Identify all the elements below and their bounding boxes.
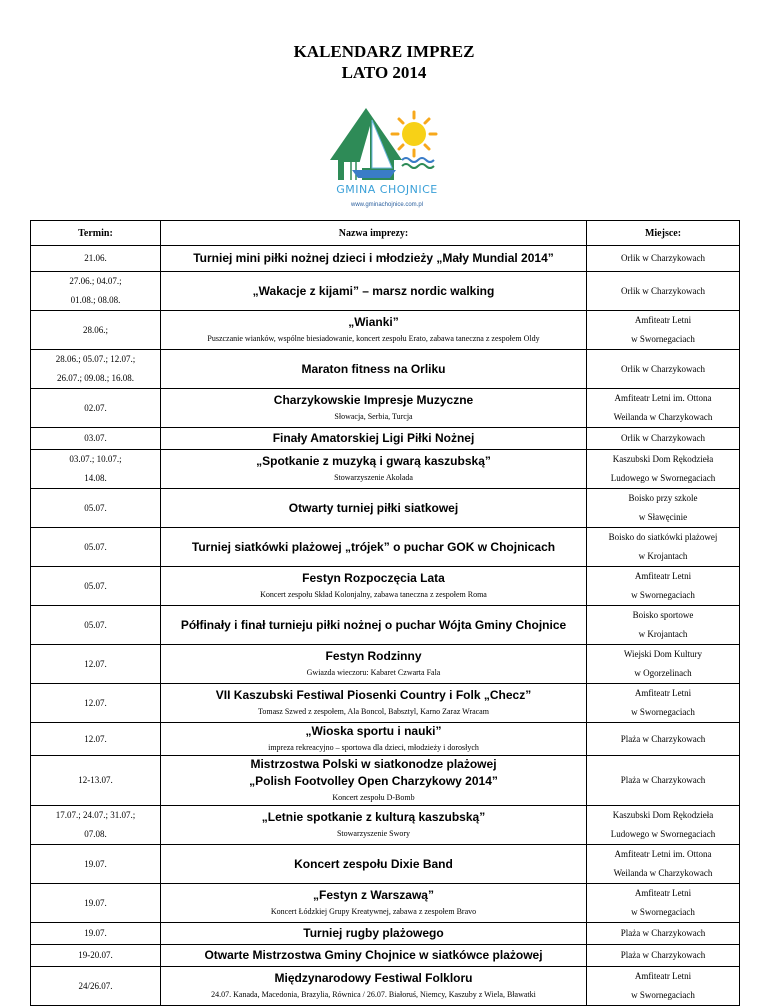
event-place-line: Amfiteatr Letni <box>634 571 692 581</box>
table-row <box>31 528 740 567</box>
event-place-line: Orlik w Charzykowach <box>621 363 705 374</box>
event-place-line: Kaszubski Dom Rękodzieła <box>612 454 714 464</box>
event-cell <box>161 845 587 884</box>
header-place: Miejsce: <box>587 221 740 246</box>
event-place-line: Boisko sportowe <box>632 610 694 620</box>
event-date-line: 12-13.07. <box>78 775 113 785</box>
event-date-line: 21.06. <box>84 253 107 263</box>
header-event: Nazwa imprezy: <box>161 221 587 246</box>
event-place-line: Plaża w Charzykowach <box>620 733 706 744</box>
event-place <box>587 350 740 389</box>
event-place <box>587 567 740 606</box>
event-date-line: 07.08. <box>84 829 107 839</box>
gmina-chojnice-logo <box>322 98 452 218</box>
event-place-line: Plaża w Charzykowach <box>620 928 706 938</box>
event-name: Półfinały i finał turnieju piłki nożnej o puchar Wójta Gminy Chojnice <box>180 617 567 632</box>
event-name: Koncert zespołu Dixie Band <box>294 856 453 871</box>
event-date-line: 01.08.; 08.08. <box>70 295 121 305</box>
event-place <box>587 923 740 945</box>
event-place-line: Orlik w Charzykowach <box>621 285 705 296</box>
event-description: 24.07. Kanada, Macedonia, Brazylia, Równica / 26.07. Białoruś, Niemcy, Kaszuby z Wiela, Bławatki <box>211 990 536 999</box>
event-cell <box>161 967 587 1006</box>
event-date <box>31 923 161 945</box>
logo-url: www.gminachojnice.com.pl <box>350 202 424 208</box>
event-cell <box>161 945 587 967</box>
event-place-line: Orlik w Charzykowach <box>621 433 705 443</box>
event-date <box>31 756 161 806</box>
table-row <box>31 845 740 884</box>
event-name: Międzynarodowy Festiwal Folkloru <box>274 971 473 985</box>
event-cell <box>161 272 587 311</box>
event-place <box>587 723 740 756</box>
event-place <box>587 645 740 684</box>
event-cell <box>161 723 587 756</box>
event-place <box>587 450 740 489</box>
event-description: Tomasz Szwed z zespołem, Ala Boncol, Babsztyl, Karno Zaraz Wracam <box>258 707 489 716</box>
table-row <box>31 723 740 756</box>
table-row <box>31 389 740 428</box>
event-place-line: Plaża w Charzykowach <box>620 775 706 785</box>
table-row <box>31 923 740 945</box>
event-name: Otwarty turniej piłki siatkowej <box>288 500 459 515</box>
event-place <box>587 489 740 528</box>
event-place <box>587 967 740 1006</box>
event-name: Otwarte Mistrzostwa Gminy Chojnice w siatkówce plażowej <box>204 948 543 962</box>
event-date-line: 05.07. <box>84 502 107 513</box>
event-place <box>587 756 740 806</box>
event-description: Stowarzyszenie Akolada <box>334 473 413 482</box>
event-date-line: 28.06.; <box>82 324 108 335</box>
event-name: Turniej siatkówki plażowej „trójek” o puchar GOK w Chojnicach <box>191 539 556 554</box>
event-date <box>31 606 161 645</box>
table-row <box>31 756 740 806</box>
event-name: Turniej mini piłki nożnej dzieci i młodzieży „Mały Mundial 2014” <box>193 251 554 265</box>
event-name: „Wioska sportu i nauki” <box>305 724 442 738</box>
event-place-line: Ludowego w Swornegaciach <box>610 473 716 483</box>
event-date <box>31 311 161 350</box>
event-cell <box>161 311 587 350</box>
table-row <box>31 272 740 311</box>
event-name: Charzykowskie Impresje Muzyczne <box>273 393 474 407</box>
header-date: Termin: <box>31 221 161 246</box>
event-name: „Letnie spotkanie z kulturą kaszubską” <box>261 810 486 824</box>
title-line-1: KALENDARZ IMPREZ <box>293 42 475 61</box>
event-date-line: 14.08. <box>84 473 107 483</box>
table-row <box>31 806 740 845</box>
event-cell <box>161 884 587 923</box>
event-cell <box>161 923 587 945</box>
event-place-line: w Swornegaciach <box>631 707 695 717</box>
event-place-line: w Swornegaciach <box>631 907 695 917</box>
event-cell <box>161 350 587 389</box>
event-date-line: 24/26.07. <box>78 980 113 991</box>
event-date <box>31 806 161 845</box>
event-description: Koncert Łódzkiej Grupy Kreatywnej, zabawa z zespołem Bravo <box>270 907 477 916</box>
event-cell <box>161 246 587 272</box>
event-cell <box>161 756 587 806</box>
table-row <box>31 884 740 923</box>
event-description: Gwiazda wieczoru: Kabaret Czwarta Fala <box>306 668 441 677</box>
table-row <box>31 311 740 350</box>
event-place <box>587 389 740 428</box>
event-place-line: Amfiteatr Letni <box>634 888 692 898</box>
event-name: Maraton fitness na Orliku <box>301 361 446 376</box>
event-place-line: Boisko przy szkole <box>628 493 698 503</box>
event-date-line: 05.07. <box>84 580 107 591</box>
event-place-line: Amfiteatr Letni im. Ottona <box>614 393 712 403</box>
event-place-line: Plaża w Charzykowach <box>620 950 706 960</box>
event-description: Stowarzyszenie Swory <box>336 829 411 838</box>
page-title <box>0 41 768 83</box>
event-place-line: Amfiteatr Letni <box>634 971 692 981</box>
table-row <box>31 645 740 684</box>
event-place <box>587 272 740 311</box>
event-cell <box>161 684 587 723</box>
event-date-line: 19.07. <box>84 897 107 908</box>
event-place-line: w Krojantach <box>638 551 688 561</box>
event-name: Mistrzostwa Polski w siatkonodze plażowej <box>250 757 497 771</box>
event-date-line: 28.06.; 05.07.; 12.07.; <box>55 354 136 364</box>
title-line-2: LATO 2014 <box>341 63 427 82</box>
event-place <box>587 806 740 845</box>
event-place <box>587 311 740 350</box>
event-cell <box>161 567 587 606</box>
event-place-line: w Krojantach <box>638 629 688 639</box>
event-date <box>31 967 161 1006</box>
event-place <box>587 845 740 884</box>
event-place-line: Orlik w Charzykowach <box>621 253 705 263</box>
event-cell <box>161 450 587 489</box>
event-date <box>31 528 161 567</box>
table-header-row <box>31 221 740 246</box>
event-cell <box>161 428 587 450</box>
event-date <box>31 389 161 428</box>
event-place <box>587 246 740 272</box>
event-place-line: Amfiteatr Letni im. Ottona <box>614 849 712 859</box>
event-date-line: 26.07.; 09.08.; 16.08. <box>56 373 134 383</box>
event-description: Słowacja, Serbia, Turcja <box>334 412 413 421</box>
table-row <box>31 567 740 606</box>
event-name: Festyn Rozpoczęcia Lata <box>302 571 445 585</box>
event-place-line: Kaszubski Dom Rękodzieła <box>612 810 714 820</box>
logo-text: GMINA CHOJNICE <box>336 183 438 196</box>
table-row <box>31 945 740 967</box>
event-date-line: 19-20.07. <box>78 950 113 960</box>
event-date <box>31 723 161 756</box>
event-place-line: w Swornegaciach <box>631 990 695 1000</box>
event-place <box>587 884 740 923</box>
event-date-line: 17.07.; 24.07.; 31.07.; <box>55 810 136 820</box>
event-place <box>587 606 740 645</box>
event-date <box>31 884 161 923</box>
event-cell <box>161 528 587 567</box>
event-date-line: 27.06.; 04.07.; <box>69 276 122 286</box>
event-description: Koncert zespołu Skład Kolonjalny, zabawa taneczna z zespołem Roma <box>260 590 487 599</box>
event-description: Koncert zespołu D-Bomb <box>332 793 415 802</box>
event-date <box>31 489 161 528</box>
event-cell <box>161 489 587 528</box>
event-place-line: Weilanda w Charzykowach <box>613 412 713 422</box>
table-row <box>31 246 740 272</box>
event-date-line: 05.07. <box>84 541 107 552</box>
event-name: Festyn Rodzinny <box>325 649 422 663</box>
event-date-line: 19.07. <box>84 858 107 869</box>
event-date <box>31 272 161 311</box>
event-date-line: 03.07.; 10.07.; <box>69 454 122 464</box>
event-place-line: w Ogorzelinach <box>634 668 692 678</box>
event-place-line: Amfiteatr Letni <box>634 315 692 325</box>
event-name: „Wianki” <box>348 315 399 329</box>
event-date-line: 19.07. <box>84 928 107 938</box>
event-date-line: 05.07. <box>84 619 107 630</box>
event-cell <box>161 389 587 428</box>
event-date <box>31 450 161 489</box>
event-place <box>587 428 740 450</box>
event-place-line: w Swornegaciach <box>631 590 695 600</box>
event-date <box>31 428 161 450</box>
event-name: „Wakacje z kijami” – marsz nordic walking <box>252 283 495 298</box>
event-place <box>587 945 740 967</box>
event-place-line: Amfiteatr Letni <box>634 688 692 698</box>
event-place <box>587 528 740 567</box>
event-place-line: w Sławęcinie <box>638 512 688 522</box>
table-row <box>31 428 740 450</box>
event-date <box>31 845 161 884</box>
event-place-line: Boisko do siatkówki plażowej <box>608 532 718 542</box>
table-row <box>31 450 740 489</box>
event-date-line: 12.07. <box>84 658 107 669</box>
event-name: „Spotkanie z muzyką i gwarą kaszubską” <box>256 454 491 468</box>
event-description: impreza rekreacyjno – sportowa dla dzieci, młodzieży i dorosłych <box>268 743 479 752</box>
events-table <box>30 220 740 1006</box>
event-date <box>31 246 161 272</box>
event-name: Finały Amatorskiej Ligi Piłki Nożnej <box>272 431 475 445</box>
table-row <box>31 489 740 528</box>
event-name: „Polish Footvolley Open Charzykowy 2014” <box>249 774 498 788</box>
table-row <box>31 350 740 389</box>
event-place-line: Ludowego w Swornegaciach <box>610 829 716 839</box>
event-name: VII Kaszubski Festiwal Piosenki Country i Folk „Checz” <box>215 688 532 702</box>
event-date-line: 12.07. <box>84 697 107 708</box>
event-place-line: Wiejski Dom Kultury <box>623 649 703 659</box>
table-row <box>31 606 740 645</box>
event-place <box>587 684 740 723</box>
event-place-line: w Swornegaciach <box>631 334 695 344</box>
event-date-line: 03.07. <box>84 433 107 443</box>
table-row <box>31 684 740 723</box>
event-date <box>31 945 161 967</box>
event-cell <box>161 806 587 845</box>
event-place-line: Weilanda w Charzykowach <box>613 868 713 878</box>
event-date <box>31 350 161 389</box>
event-cell <box>161 645 587 684</box>
table-row <box>31 967 740 1006</box>
event-date <box>31 684 161 723</box>
event-cell <box>161 606 587 645</box>
event-date-line: 02.07. <box>84 402 107 413</box>
event-date <box>31 567 161 606</box>
event-name: Turniej rugby plażowego <box>303 926 444 940</box>
event-date <box>31 645 161 684</box>
event-description: Puszczanie wianków, wspólne biesiadowanie, koncert zespołu Erato, zabawa taneczna z zespołem Oldy <box>207 334 540 343</box>
event-date-line: 12.07. <box>84 733 107 744</box>
event-name: „Festyn z Warszawą” <box>313 888 434 902</box>
